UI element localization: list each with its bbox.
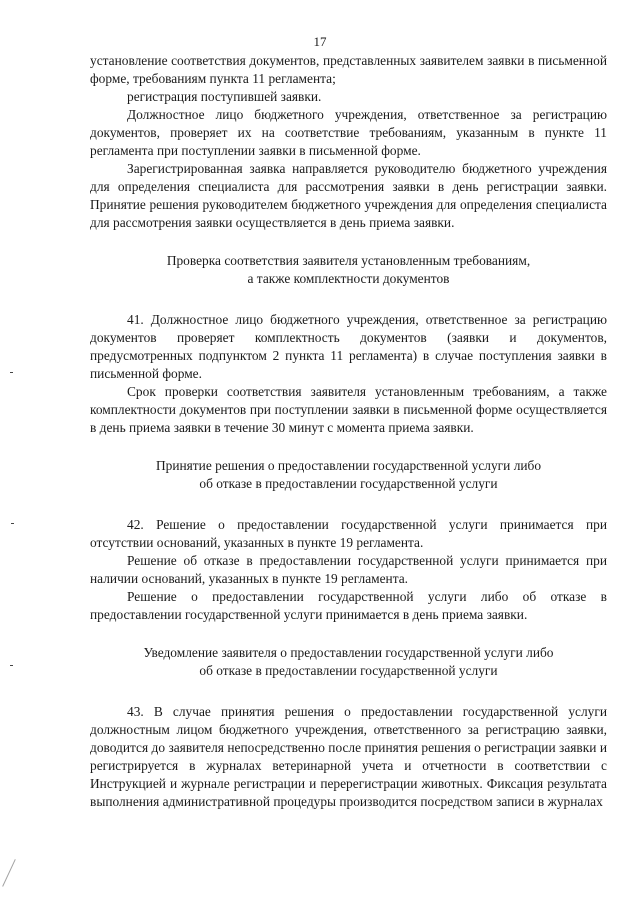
paragraph: Зарегистрированная заявка направляется руководителю бюджетного учреждения для определения специалиста для рассмотрения заявки в день регистрации заявки. Принятие решения руководителем бюджетного учреждения для определения специалиста для рассмотрения заявки осуществляется в день приема заявки. (90, 161, 607, 230)
paragraph: установление соответствия документов, представленных заявителем заявки в письменной форме, требованиям пункта 11 регламента; (90, 53, 607, 86)
section-heading (90, 457, 607, 493)
heading-line: Проверка соответствия заявителя установленным требованиям, (166, 253, 531, 268)
scan-speck (11, 523, 14, 524)
scan-speck (10, 372, 13, 373)
section-heading (90, 644, 607, 680)
heading-line: об отказе в предоставлении государственной услуги (199, 476, 498, 491)
heading-line: а также комплектности документов (247, 271, 450, 286)
heading-line: об отказе в предоставлении государственной услуги (199, 663, 498, 678)
paragraph: Срок проверки соответствия заявителя установленным требованиям, а также комплектности документов при поступлении заявки в письменной форме осуществляется в день приема заявки в течение 30 минут с момента приема заявки. (90, 384, 607, 435)
paragraph: Должностное лицо бюджетного учреждения, ответственное за регистрацию документов, проверяет их на соответствие требованиям, указанным в пункте 11 регламента при поступлении заявки в письменной форме. (90, 107, 607, 158)
page-number: 17 (313, 34, 327, 49)
scan-edge-mark (2, 859, 25, 891)
paragraph: 42. Решение о предоставлении государственной услуги принимается при отсутствии оснований, указанных в пункте 19 регламента. (90, 517, 607, 550)
section-heading (90, 252, 607, 288)
paragraph: регистрация поступившей заявки. (127, 89, 322, 104)
paragraph: Решение об отказе в предоставлении государственной услуги принимается при наличии оснований, указанных в пункте 19 регламента. (90, 553, 607, 586)
paragraph: Решение о предоставлении государственной услуги либо об отказе в предоставлении государственной услуги принимается в день приема заявки. (90, 589, 607, 622)
paragraph: 41. Должностное лицо бюджетного учреждения, ответственное за регистрацию документов проверяет комплектность документов (заявки и документов, предусмотренных подпунктом 2 пункта 11 регламента) в случае поступления заявки в письменной форме. (90, 312, 607, 381)
paragraph: 43. В случае принятия решения о предоставлении государственной услуги должностным лицом бюджетного учреждения, ответственного за регистрацию заявки, доводится до заявителя непосредственно после принятия решения о регистрации заявки и регистрируется в журналах ветеринарной учета и отчетности в соответствии с Инструкцией и журнале регистрации и перерегистрации животных. Фиксация результата выполнения административной процедуры производится посредством записи в журналах (90, 704, 607, 809)
heading-line: Уведомление заявителя о предоставлении государственной услуги либо (143, 645, 554, 660)
heading-line: Принятие решения о предоставлении государственной услуги либо (155, 458, 542, 473)
document-body (90, 52, 607, 811)
scan-speck (10, 665, 13, 666)
